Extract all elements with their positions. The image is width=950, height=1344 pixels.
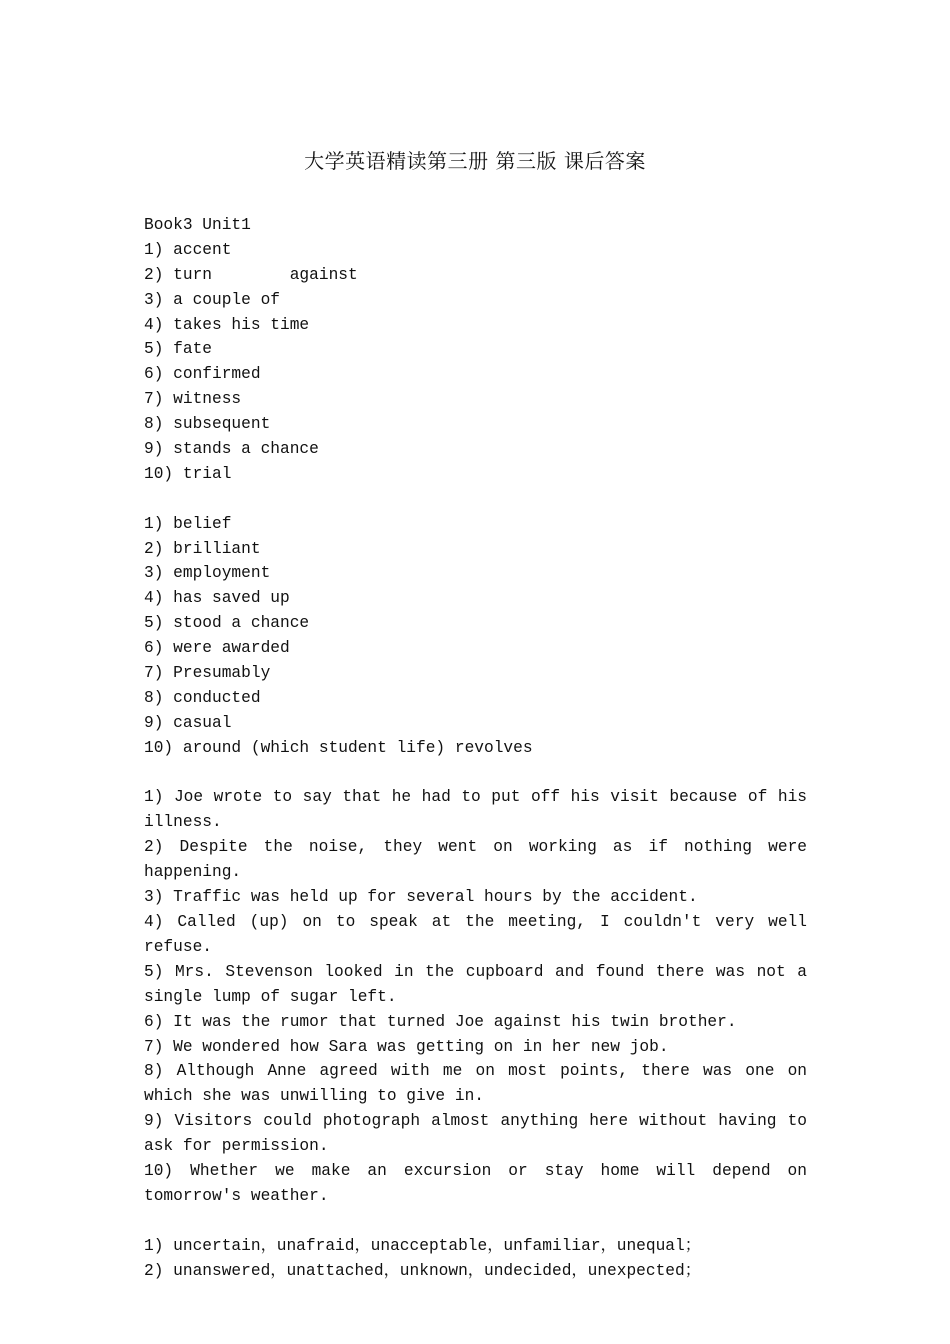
answer-line: 3) a couple of [144, 290, 280, 309]
answer-line: 4) takes his time [144, 315, 310, 334]
answer-line: 1) belief [144, 514, 232, 533]
section-gap [144, 761, 807, 786]
answer-line: 8) subsequent [144, 415, 271, 434]
sentence-line: 2) Despite the noise, they went on working as if nothing were happening. [144, 838, 807, 882]
answer-line: 9) stands a chance [144, 440, 319, 459]
answer-line: 2) turn against [144, 265, 358, 284]
sentence-line: 5) Mrs. Stevenson looked in the cupboard and found there was not a single lump of sugar left. [144, 962, 807, 1006]
answer-line: 10) around (which student life) revolves [144, 738, 533, 757]
sentence-line: 6) It was the rumor that turned Joe against his twin brother. [144, 1012, 737, 1031]
answer-line: 2) brilliant [144, 539, 261, 558]
answer-line: 6) were awarded [144, 639, 290, 658]
answer-line: 7) Presumably [144, 664, 271, 683]
section-gap [144, 487, 807, 512]
document-title: 大学英语精读第三册 第三版 课后答案 [304, 149, 646, 173]
answer-line: 3) employment [144, 564, 271, 583]
word-formation-line: 1) uncertain，unafraid，unacceptable，unfamiliar，unequal； [144, 1236, 701, 1255]
answer-line: 8) conducted [144, 688, 261, 707]
answer-line: 6) confirmed [144, 365, 261, 384]
answer-line: 7) witness [144, 390, 242, 409]
sentence-line: 9) Visitors could photograph almost anything here without having to ask for permission. [144, 1112, 807, 1156]
answer-line: 4) has saved up [144, 589, 290, 608]
sentence-line: 4) Called (up) on to speak at the meeting, I couldn't very well refuse. [144, 913, 807, 956]
section-gap [144, 1209, 807, 1234]
section-word-formation [144, 1234, 807, 1284]
answer-line: 1) accent [144, 240, 232, 259]
sentence-line: 7) We wondered how Sara was getting on in her new job. [144, 1037, 669, 1056]
section-sentences [144, 785, 807, 1208]
answer-line: 5) fate [144, 340, 212, 359]
sentence-line: 1) Joe wrote to say that he had to put off his visit because of his illness. [144, 788, 807, 832]
answer-content [144, 213, 807, 1284]
sentence-line: 3) Traffic was held up for several hours by the accident. [144, 888, 698, 907]
section-vocabulary-2 [144, 512, 807, 761]
answer-line: 10) trial [144, 464, 232, 483]
sentence-line: 8) Although Anne agreed with me on most points, there was one on which she was unwilling to give in. [144, 1062, 807, 1106]
word-formation-line: 2) unanswered，unattached，unknown，undecided，unexpected； [144, 1261, 701, 1280]
unit-heading: Book3 Unit1 [144, 216, 251, 234]
sentence-line: 10) Whether we make an excursion or stay home will depend on tomorrow's weather. [144, 1162, 807, 1205]
section-vocabulary-1 [144, 238, 807, 487]
answer-line: 9) casual [144, 713, 232, 732]
answer-line: 5) stood a chance [144, 614, 310, 633]
